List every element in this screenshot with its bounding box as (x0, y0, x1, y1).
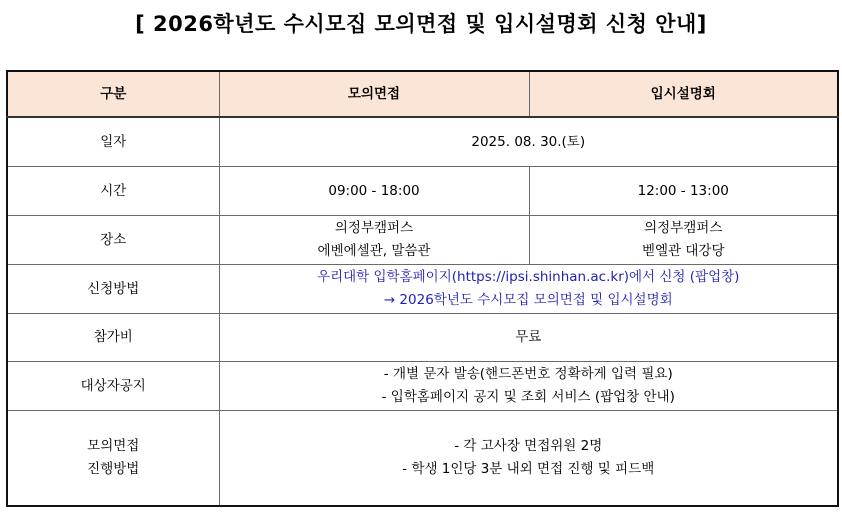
place-line: 의정부캠퍼스 (334, 220, 414, 236)
row-label-time: 시간 (7, 167, 219, 216)
apply-method (219, 265, 838, 314)
procedure-line: - 각 고사장 면접위원 2명 (454, 438, 603, 454)
row-label-date: 일자 (7, 117, 219, 167)
notice-line: - 입학홈페이지 공지 및 조회 서비스 (팝업창 안내) (381, 389, 675, 405)
fee-value: 무료 (219, 314, 838, 362)
row-label-apply: 신청방법 (7, 265, 219, 314)
place-line: 벧엘관 대강당 (641, 243, 725, 259)
table-row (7, 411, 838, 507)
header-mock-interview: 모의면접 (219, 71, 529, 117)
table-row (7, 314, 838, 362)
header-briefing: 입시설명회 (529, 71, 838, 117)
procedure-content (219, 411, 838, 507)
header-category: 구분 (7, 71, 219, 117)
row-label-notice: 대상자공지 (7, 362, 219, 411)
table-row (7, 216, 838, 265)
procedure-label-line: 진행방법 (87, 461, 140, 477)
notice-content (219, 362, 838, 411)
place-mock-interview (219, 216, 529, 265)
notice-line: - 개별 문자 발송(핸드폰번호 정확하게 입력 필요) (383, 366, 673, 382)
place-briefing (529, 216, 838, 265)
apply-path-line: → 2026학년도 수시모집 모의면접 및 입시설명회 (383, 292, 673, 308)
row-label-procedure (7, 411, 219, 507)
row-label-fee: 참가비 (7, 314, 219, 362)
time-briefing: 12:00 - 13:00 (529, 167, 838, 216)
procedure-label-line: 모의면접 (87, 438, 140, 454)
table-row (7, 265, 838, 314)
place-line: 에벤에셀관, 말씀관 (317, 243, 431, 259)
table-row (7, 167, 838, 216)
apply-link-line[interactable]: 우리대학 입학홈페이지(https://ipsi.shinhan.ac.kr)에서 신청 (팝업창) (317, 269, 740, 285)
date-value: 2025. 08. 30.(토) (219, 117, 838, 167)
row-label-place: 장소 (7, 216, 219, 265)
time-mock-interview: 09:00 - 18:00 (219, 167, 529, 216)
table-row (7, 117, 838, 167)
info-table (6, 70, 839, 507)
place-line: 의정부캠퍼스 (644, 220, 723, 236)
table-header-row (7, 71, 838, 117)
procedure-line: - 학생 1인당 3분 내외 면접 진행 및 피드백 (402, 461, 655, 477)
table-row (7, 362, 838, 411)
page-title: [ 2026학년도 수시모집 모의면접 및 입시설명회 신청 안내] (135, 12, 707, 36)
